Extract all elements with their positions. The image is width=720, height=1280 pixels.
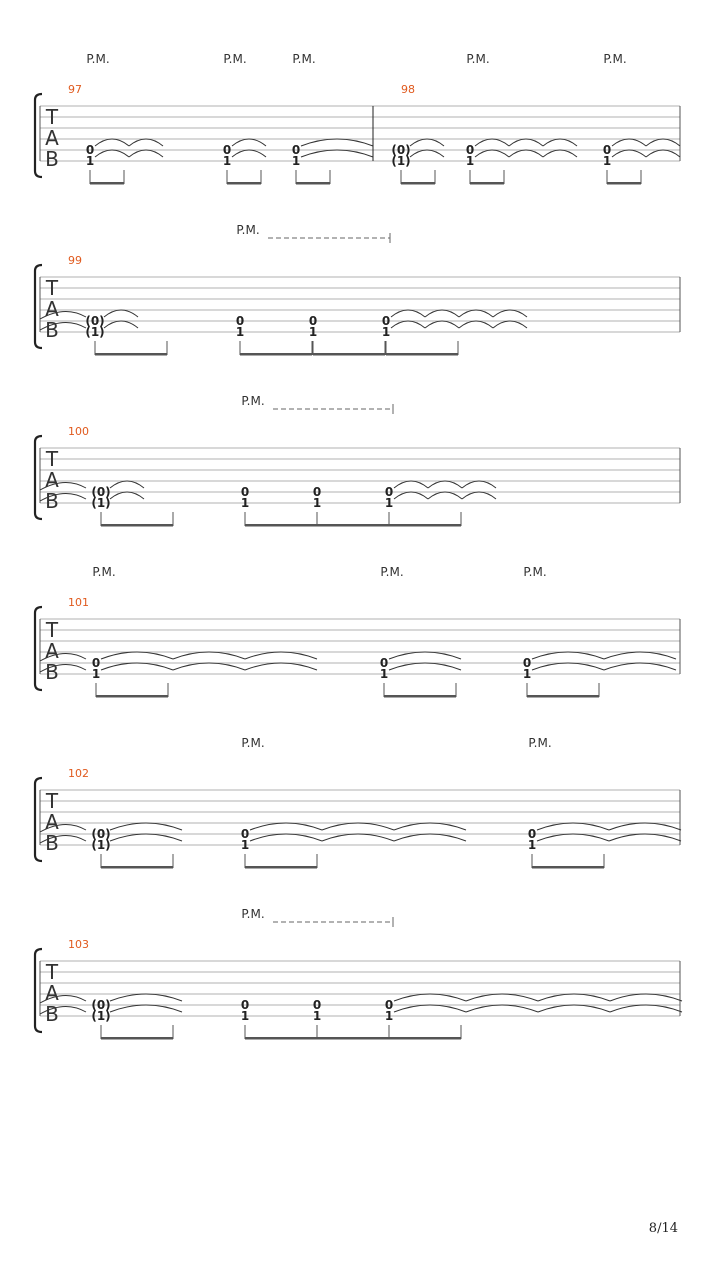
- palm-mute-label: P.M.: [603, 52, 627, 66]
- tie-arc: [245, 663, 317, 670]
- page-number: 8/14: [648, 1221, 678, 1236]
- tab-clef-letter: A: [45, 126, 59, 150]
- tie-arc: [129, 150, 163, 157]
- tie-arc: [604, 663, 676, 670]
- tie-arc: [101, 652, 173, 659]
- fret-number: 0: [291, 143, 301, 157]
- tab-clef-letter: T: [45, 789, 59, 813]
- tie-arc: [425, 310, 459, 317]
- tie-arc: [394, 1005, 466, 1012]
- note-beam: [313, 353, 385, 356]
- tie-arc: [173, 663, 245, 670]
- note-beam: [401, 182, 435, 185]
- tab-clef-letter: T: [45, 276, 59, 300]
- palm-mute-label: P.M.: [523, 565, 547, 579]
- tie-arc: [394, 492, 428, 499]
- note-beam: [227, 182, 261, 185]
- tab-clef-letter: B: [45, 147, 59, 171]
- tie-arc: [95, 139, 129, 146]
- fret-number: (0): [85, 314, 105, 328]
- fret-number: 0: [85, 143, 95, 157]
- fret-number: 0: [602, 143, 612, 157]
- fret-number: 1: [527, 838, 537, 852]
- fret-number: 0: [527, 827, 537, 841]
- fret-number: 1: [602, 154, 612, 168]
- fret-number: 1: [384, 496, 394, 510]
- fret-number: (1): [85, 325, 105, 339]
- fret-number: 0: [381, 314, 391, 328]
- fret-number: 0: [312, 485, 322, 499]
- fret-number: 1: [312, 1009, 322, 1023]
- tie-arc: [95, 150, 129, 157]
- tab-system: [35, 394, 680, 527]
- tie-arc: [462, 481, 496, 488]
- fret-number: 0: [522, 656, 532, 670]
- note-beam: [90, 182, 124, 185]
- note-beam: [96, 695, 168, 698]
- fret-number: 1: [91, 667, 101, 681]
- fret-number: 0: [308, 314, 318, 328]
- fret-number: (0): [91, 827, 111, 841]
- tie-arc: [612, 139, 646, 146]
- tie-arc: [538, 1005, 610, 1012]
- palm-mute-label: P.M.: [223, 52, 247, 66]
- fret-number: (0): [91, 485, 111, 499]
- tab-system: [35, 565, 680, 698]
- palm-mute-label: P.M.: [92, 565, 116, 579]
- note-beam: [389, 1037, 461, 1040]
- fret-number: 1: [312, 496, 322, 510]
- note-beam: [317, 1037, 389, 1040]
- tie-arc: [493, 321, 527, 328]
- tie-arc: [466, 994, 538, 1001]
- palm-mute-label: P.M.: [380, 565, 404, 579]
- palm-mute-label: P.M.: [292, 52, 316, 66]
- tie-arc: [250, 823, 322, 830]
- fret-number: 1: [308, 325, 318, 339]
- palm-mute-label: P.M.: [241, 394, 265, 408]
- tie-arc: [391, 310, 425, 317]
- note-beam: [101, 524, 173, 527]
- fret-number: 0: [91, 656, 101, 670]
- palm-mute-label: P.M.: [466, 52, 490, 66]
- tie-arc: [110, 1005, 182, 1012]
- tab-system: [35, 223, 680, 356]
- fret-number: (1): [91, 838, 111, 852]
- fret-number: 0: [240, 485, 250, 499]
- measure-number: 98: [401, 83, 415, 96]
- tie-arc: [389, 663, 461, 670]
- tab-clef-letter: T: [45, 618, 59, 642]
- palm-mute-label: P.M.: [241, 736, 265, 750]
- fret-number: 1: [85, 154, 95, 168]
- tab-clef-letter: B: [45, 660, 59, 684]
- fret-number: 1: [384, 1009, 394, 1023]
- fret-number: 1: [240, 1009, 250, 1023]
- note-beam: [101, 1037, 173, 1040]
- fret-number: (0): [391, 143, 411, 157]
- tie-arc: [410, 139, 444, 146]
- fret-number: 1: [240, 838, 250, 852]
- tie-arc: [609, 823, 681, 830]
- tie-arc: [459, 310, 493, 317]
- tie-arc: [537, 834, 609, 841]
- tie-arc: [301, 139, 373, 146]
- note-beam: [245, 866, 317, 869]
- tie-arc: [110, 994, 182, 1001]
- fret-number: 1: [379, 667, 389, 681]
- tie-arc: [462, 492, 496, 499]
- fret-number: 0: [235, 314, 245, 328]
- tie-arc: [532, 652, 604, 659]
- tie-arc: [394, 823, 466, 830]
- tab-clef-letter: A: [45, 981, 59, 1005]
- tab-clef-letter: B: [45, 489, 59, 513]
- tie-arc: [389, 652, 461, 659]
- tab-clef-letter: B: [45, 1002, 59, 1026]
- measure-number: 103: [68, 938, 89, 951]
- note-beam: [95, 353, 167, 356]
- fret-number: 1: [222, 154, 232, 168]
- note-beam: [527, 695, 599, 698]
- note-beam: [470, 182, 504, 185]
- tie-arc: [537, 823, 609, 830]
- note-beam: [386, 353, 458, 356]
- tie-arc: [604, 652, 676, 659]
- tab-clef-letter: A: [45, 297, 59, 321]
- tab-clef-letter: B: [45, 831, 59, 855]
- tie-arc: [394, 994, 466, 1001]
- tie-arc: [394, 481, 428, 488]
- tie-arc: [110, 481, 144, 488]
- tie-arc: [538, 994, 610, 1001]
- tab-clef-letter: A: [45, 639, 59, 663]
- note-beam: [245, 1037, 317, 1040]
- fret-number: 0: [465, 143, 475, 157]
- tab-clef-letter: A: [45, 810, 59, 834]
- tie-arc: [301, 150, 373, 157]
- tab-system: [35, 736, 681, 869]
- tie-arc: [101, 663, 173, 670]
- fret-number: 0: [384, 998, 394, 1012]
- fret-number: 0: [312, 998, 322, 1012]
- measure-number: 100: [68, 425, 89, 438]
- measure-number: 102: [68, 767, 89, 780]
- tie-arc: [394, 834, 466, 841]
- note-beam: [245, 524, 317, 527]
- measure-number: 99: [68, 254, 82, 267]
- note-beam: [240, 353, 312, 356]
- tie-arc: [322, 834, 394, 841]
- tab-system: [35, 907, 682, 1040]
- tab-clef-letter: A: [45, 468, 59, 492]
- tie-arc: [646, 150, 680, 157]
- measure-number: 97: [68, 83, 82, 96]
- tab-system: [35, 52, 680, 185]
- note-beam: [384, 695, 456, 698]
- tie-arc: [322, 823, 394, 830]
- palm-mute-label: P.M.: [528, 736, 552, 750]
- tie-arc: [475, 150, 509, 157]
- tie-arc: [466, 1005, 538, 1012]
- tie-arc: [475, 139, 509, 146]
- fret-number: (1): [391, 154, 411, 168]
- fret-number: 0: [240, 827, 250, 841]
- tab-clef-letter: B: [45, 318, 59, 342]
- tie-arc: [410, 150, 444, 157]
- tie-arc: [493, 310, 527, 317]
- tie-arc: [104, 321, 138, 328]
- note-beam: [296, 182, 330, 185]
- tie-arc: [104, 310, 138, 317]
- tie-arc: [543, 150, 577, 157]
- fret-number: 1: [240, 496, 250, 510]
- fret-number: 0: [222, 143, 232, 157]
- tab-clef-letter: T: [45, 105, 59, 129]
- fret-number: 1: [381, 325, 391, 339]
- note-beam: [607, 182, 641, 185]
- tie-arc: [391, 321, 425, 328]
- tie-arc: [110, 492, 144, 499]
- tie-arc: [646, 139, 680, 146]
- tie-arc: [543, 139, 577, 146]
- note-beam: [532, 866, 604, 869]
- note-beam: [317, 524, 389, 527]
- fret-number: (0): [91, 998, 111, 1012]
- tie-arc: [425, 321, 459, 328]
- tie-arc: [173, 652, 245, 659]
- tie-arc: [509, 150, 543, 157]
- fret-number: 1: [465, 154, 475, 168]
- tie-arc: [110, 823, 182, 830]
- tie-arc: [532, 663, 604, 670]
- fret-number: 0: [384, 485, 394, 499]
- tab-clef-letter: T: [45, 447, 59, 471]
- measure-number: 101: [68, 596, 89, 609]
- tie-arc: [245, 652, 317, 659]
- palm-mute-label: P.M.: [241, 907, 265, 921]
- note-beam: [389, 524, 461, 527]
- fret-number: 0: [240, 998, 250, 1012]
- fret-number: 1: [235, 325, 245, 339]
- fret-number: (1): [91, 496, 111, 510]
- tie-arc: [232, 150, 266, 157]
- tie-arc: [428, 481, 462, 488]
- tie-arc: [232, 139, 266, 146]
- tie-arc: [110, 834, 182, 841]
- tie-arc: [250, 834, 322, 841]
- tie-arc: [610, 994, 682, 1001]
- tie-arc: [459, 321, 493, 328]
- fret-number: 1: [291, 154, 301, 168]
- note-beam: [101, 866, 173, 869]
- tie-arc: [509, 139, 543, 146]
- tie-arc: [428, 492, 462, 499]
- tie-arc: [610, 1005, 682, 1012]
- tie-arc: [612, 150, 646, 157]
- palm-mute-label: P.M.: [236, 223, 260, 237]
- tie-arc: [609, 834, 681, 841]
- fret-number: 1: [522, 667, 532, 681]
- palm-mute-label: P.M.: [86, 52, 110, 66]
- tab-clef-letter: T: [45, 960, 59, 984]
- fret-number: (1): [91, 1009, 111, 1023]
- tie-arc: [129, 139, 163, 146]
- fret-number: 0: [379, 656, 389, 670]
